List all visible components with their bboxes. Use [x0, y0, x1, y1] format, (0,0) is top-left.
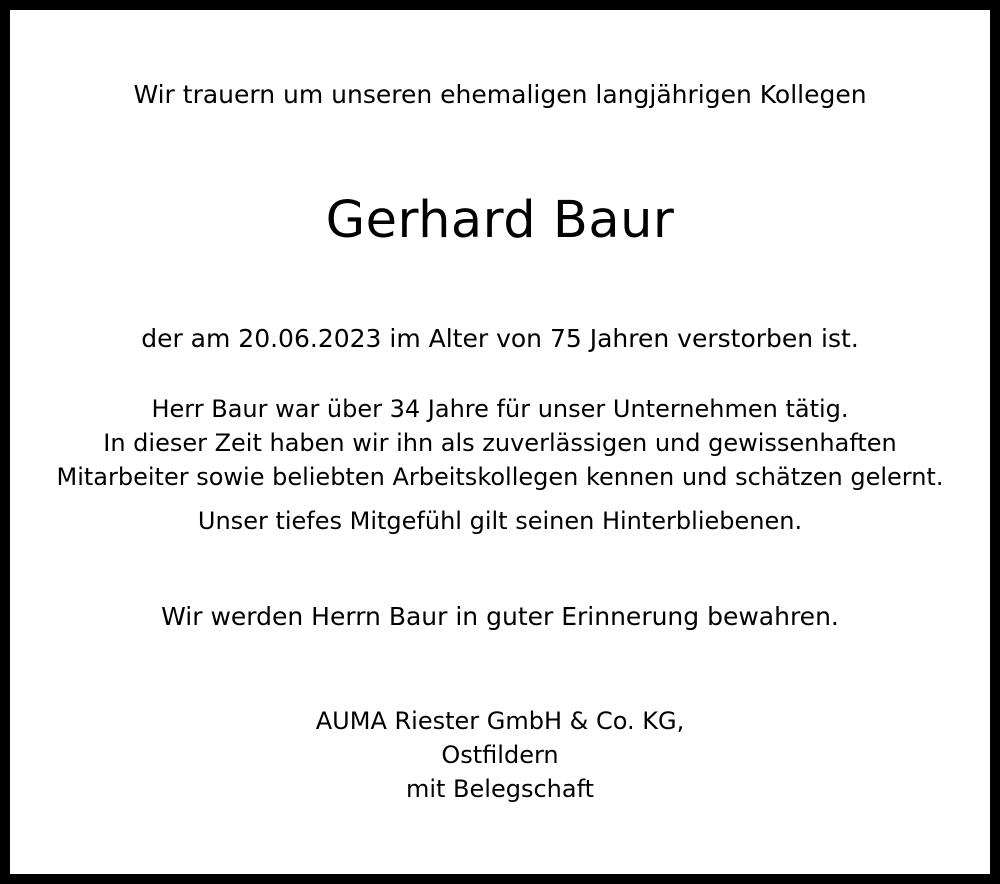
- remembrance-text: Wir werden Herrn Baur in guter Erinnerung bewahren.: [161, 602, 839, 631]
- death-date-text: der am 20.06.2023 im Alter von 75 Jahren verstorben ist.: [141, 324, 859, 353]
- signature-company: AUMA Riester GmbH & Co. KG,: [315, 707, 685, 735]
- body-line-2: In dieser Zeit haben wir ihn als zuverlässigen und gewissenhaften: [103, 429, 897, 457]
- deceased-name: Gerhard Baur: [325, 191, 675, 250]
- intro-text: Wir trauern um unseren ehemaligen langjährigen Kollegen: [133, 80, 867, 109]
- signature-location: Ostfildern: [441, 741, 559, 769]
- body-line-1: Herr Baur war über 34 Jahre für unser Unternehmen tätig.: [151, 395, 849, 423]
- body-line-3: Mitarbeiter sowie beliebten Arbeitskollegen kennen und schätzen gelernt.: [56, 463, 944, 491]
- signature-staff: mit Belegschaft: [405, 775, 595, 803]
- body-line-4: Unser tiefes Mitgefühl gilt seinen Hinterbliebenen.: [197, 507, 803, 535]
